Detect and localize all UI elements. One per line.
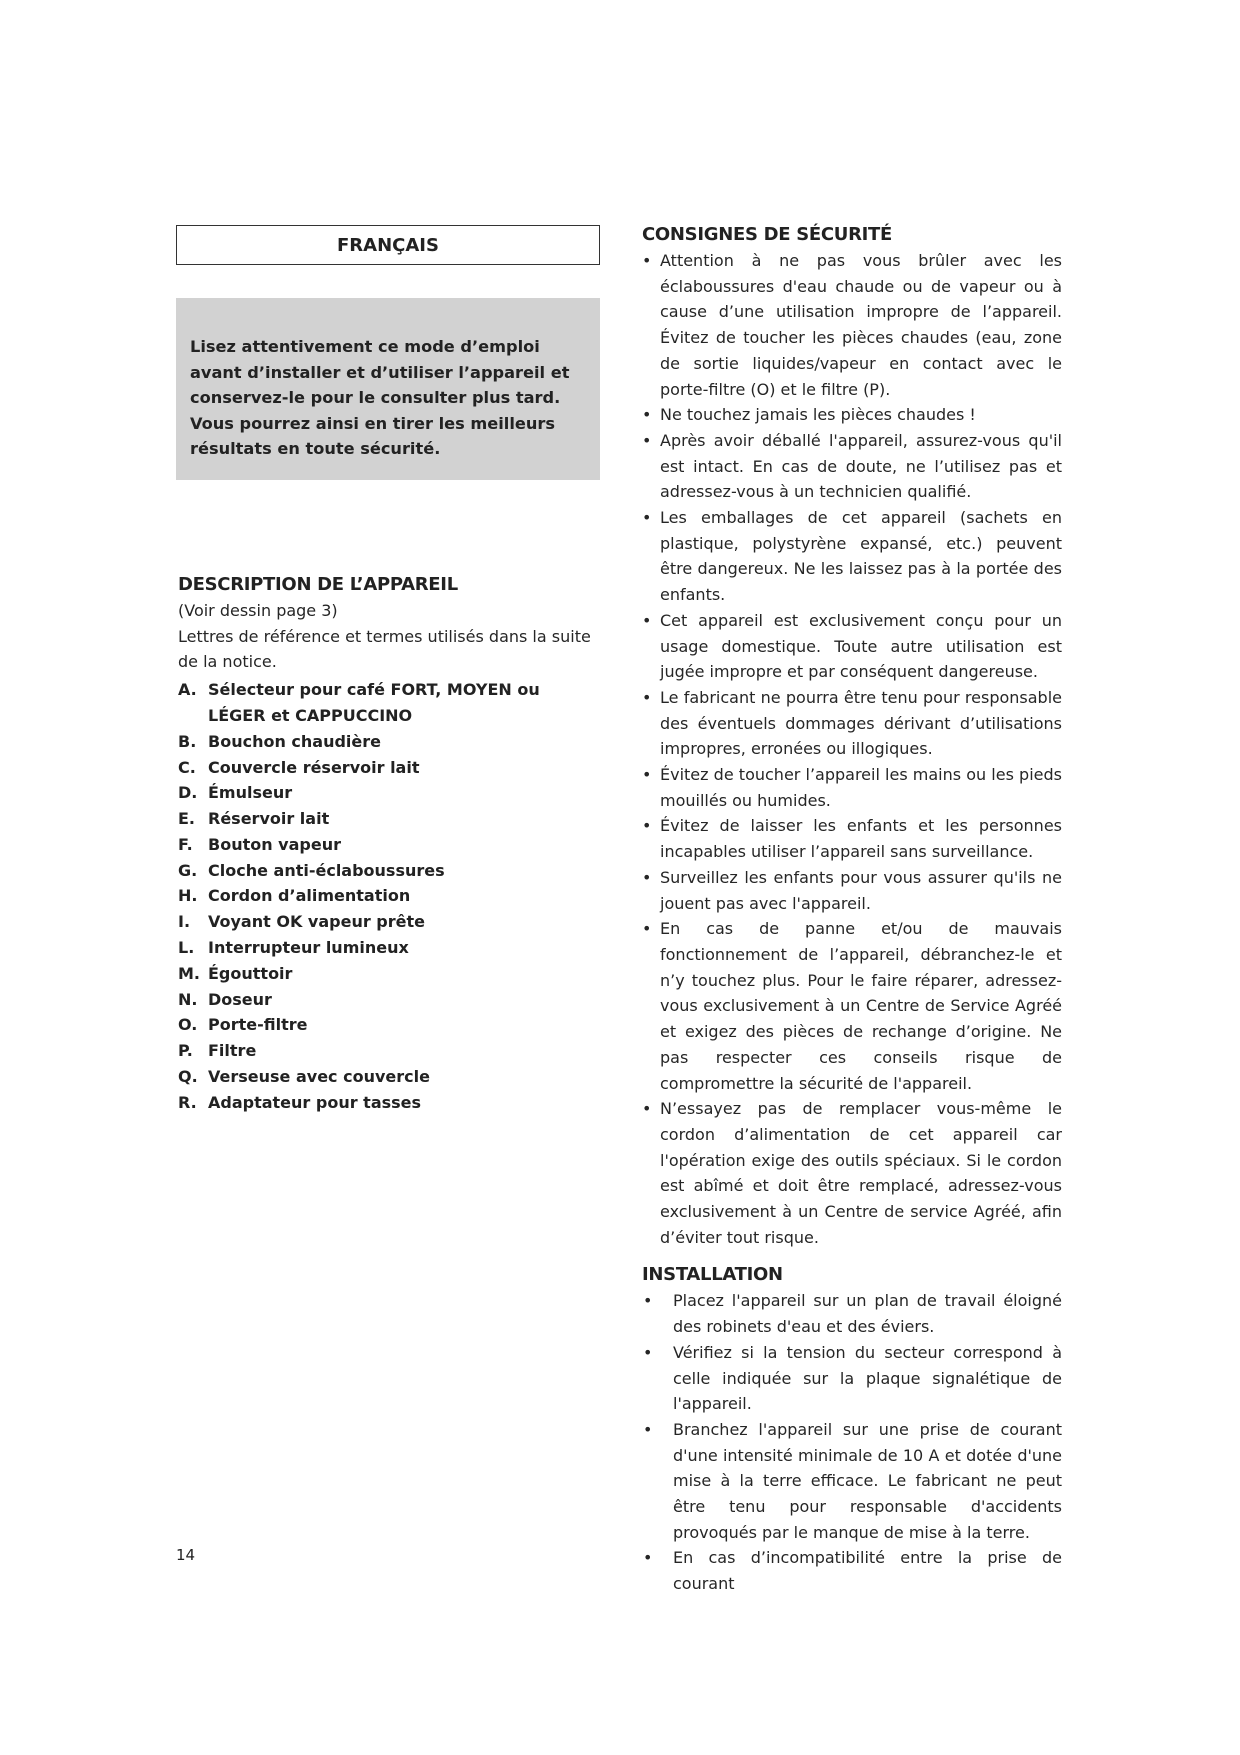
part-letter: H. [178,886,198,906]
installation-text: Placez l'appareil sur un plan de travail éloigné des robinets d'eau et des éviers. [673,1291,1062,1337]
bullet-icon: • [642,430,652,450]
part-item [178,780,600,806]
part-item [178,755,600,781]
part-item [178,1038,600,1064]
safety-list [642,248,1062,1250]
part-item [178,987,600,1013]
part-letter: B. [178,731,197,751]
part-name: Interrupteur lumineux [208,938,409,958]
bullet-icon: • [642,405,652,425]
bullet-icon: • [642,610,652,630]
bullet-icon: • [642,251,652,270]
safety-text: Les emballages de cet appareil (sachets en plastique, polystyrène expansé, etc.) peuvent être dangereux. Ne les laissez pas à la portée des enfants. [660,508,1062,605]
safety-item [642,1096,1062,1250]
part-item [178,1012,600,1038]
part-letter: M. [178,963,200,983]
installation-text: Branchez l'appareil sur une prise de courant d'une intensité minimale de 10 A et dotée d'une mise à la terre efficace. Le fabricant ne peut être tenu pour responsable d'accidents provoqués par le manque de mise à la terre. [673,1419,1062,1542]
part-letter: O. [178,1015,198,1035]
part-name: Porte-filtre [208,1015,308,1035]
bullet-icon: • [642,1099,652,1119]
safety-text: Cet appareil est exclusivement conçu pour un usage domestique. Toute autre utilisation est jugée impropre et par conséquent dangereuse. [660,610,1062,682]
part-letter: G. [178,860,198,880]
page-number: 14 [176,1546,196,1564]
safety-item [642,608,1062,685]
part-letter: L. [178,938,195,958]
safety-item [642,685,1062,762]
safety-text: Ne touchez jamais les pièces chaudes ! [660,405,976,425]
language-heading: FRANÇAIS [176,225,600,265]
safety-text: Après avoir déballé l'appareil, assurez-vous qu'il est intact. En cas de doute, ne l’utilisez pas et adressez-vous à un technicien qualifié. [660,430,1062,502]
installation-item [642,1545,1062,1596]
safety-text: Évitez de toucher l’appareil les mains ou les pieds mouillés ou humides. [660,765,1062,810]
part-item [178,909,600,935]
installation-text: Vérifiez si la tension du secteur correspond à celle indiquée sur la plaque signalétique de l'appareil. [673,1342,1062,1414]
safety-item [642,813,1062,864]
bullet-icon: • [642,687,652,707]
parts-list [178,677,600,1116]
right-column [642,222,1062,1597]
bullet-icon: • [643,1548,653,1568]
part-item [178,677,600,729]
description-title: DESCRIPTION DE L’APPAREIL [178,574,458,595]
installation-list [642,1288,1062,1596]
part-letter: D. [178,783,198,803]
safety-text: N’essayez pas de remplacer vous-même le cordon d’alimentation de cet appareil car l'opération exige des outils spéciaux. Si le cordon est abîmé et doit être remplacé, adressez-vous exclusivement à un Centre de service Agréé, afin d’éviter tout risque. [660,1099,1062,1247]
part-name: Bouchon chaudière [208,731,381,751]
installation-item [642,1417,1062,1546]
part-item [178,883,600,909]
description-intro: Lettres de référence et termes utilisés dans la suite de la notice. [178,626,591,672]
safety-item [642,402,1062,428]
bullet-icon: • [642,919,652,939]
part-name: Sélecteur pour café FORT, MOYEN ou LÉGER et CAPPUCCINO [208,680,540,725]
part-item [178,832,600,858]
part-name: Voyant OK vapeur prête [208,912,425,932]
part-name: Bouton vapeur [208,834,341,854]
safety-text: En cas de panne et/ou de mauvais fonctionnement de l’appareil, débranchez-le et n’y touchez plus. Pour le faire réparer, adressez-vous exclusivement à un Centre de Service Agréé et exigez des pièces de rechange d’origine. Ne pas respecter ces conseils risque de compromettre la sécurité de l'appareil. [660,919,1062,1093]
installation-item [642,1288,1062,1339]
safety-title: CONSIGNES DE SÉCURITÉ [642,224,893,245]
part-item [178,858,600,884]
part-letter: N. [178,989,198,1009]
safety-text: Attention à ne pas vous brûler avec les éclaboussures d'eau chaude ou de vapeur ou à cause d’une utilisation impropre de l’appareil. Évitez de toucher les pièces chaudes (eau, zone de sortie liquides/vapeur en contact avec le porte-filtre (O) et le filtre (P). [660,251,1062,399]
part-letter: Q. [178,1067,198,1087]
bullet-icon: • [643,1342,653,1362]
part-item [178,806,600,832]
safety-item [642,865,1062,916]
bullet-icon: • [642,508,652,528]
installation-text: En cas d’incompatibilité entre la prise de courant [673,1548,1062,1594]
part-name: Filtre [208,1041,257,1061]
part-item [178,729,600,755]
safety-item [642,505,1062,608]
safety-item [642,248,1062,402]
safety-item [642,916,1062,1096]
installation-title: INSTALLATION [642,1264,783,1286]
safety-text: Évitez de laisser les enfants et les personnes incapables utiliser l’appareil sans surveillance. [660,816,1062,862]
bullet-icon: • [642,765,652,785]
bullet-icon: • [642,867,652,887]
part-name: Cloche anti-éclaboussures [208,860,445,880]
part-letter: E. [178,809,196,829]
safety-item [642,762,1062,813]
read-instructions-notice: Lisez attentivement ce mode d’emploi avant d’installer et d’utiliser l’appareil et conservez-le pour le consulter plus tard. Vous pourrez ainsi en tirer les meilleurs résultats en toute sécurité. [176,298,600,480]
part-item [178,1090,600,1116]
part-name: Réservoir lait [208,809,330,829]
part-name: Émulseur [208,783,293,803]
part-letter: A. [178,680,197,700]
safety-text: Surveillez les enfants pour vous assurer qu'ils ne jouent pas avec l'appareil. [660,867,1062,913]
part-item [178,1064,600,1090]
installation-item [642,1340,1062,1417]
part-item [178,935,600,961]
part-item [178,961,600,987]
description-section [178,572,600,1116]
part-name: Doseur [208,989,272,1009]
part-name: Cordon d’alimentation [208,886,411,906]
bullet-icon: • [643,1291,653,1311]
part-letter: P. [178,1041,193,1061]
part-letter: C. [178,757,196,777]
part-name: Couvercle réservoir lait [208,757,420,777]
bullet-icon: • [642,816,652,836]
safety-text: Le fabricant ne pourra être tenu pour responsable des éventuels dommages dérivant d’utilisations impropres, erronées ou illogiques. [660,687,1062,759]
part-letter: F. [178,834,193,854]
see-drawing-note: (Voir dessin page 3) [178,601,338,620]
part-letter: I. [178,912,191,932]
safety-item [642,428,1062,505]
part-name: Égouttoir [208,963,293,983]
part-name: Adaptateur pour tasses [208,1092,422,1112]
bullet-icon: • [643,1419,653,1439]
part-letter: R. [178,1092,197,1112]
part-name: Verseuse avec couvercle [208,1067,430,1087]
